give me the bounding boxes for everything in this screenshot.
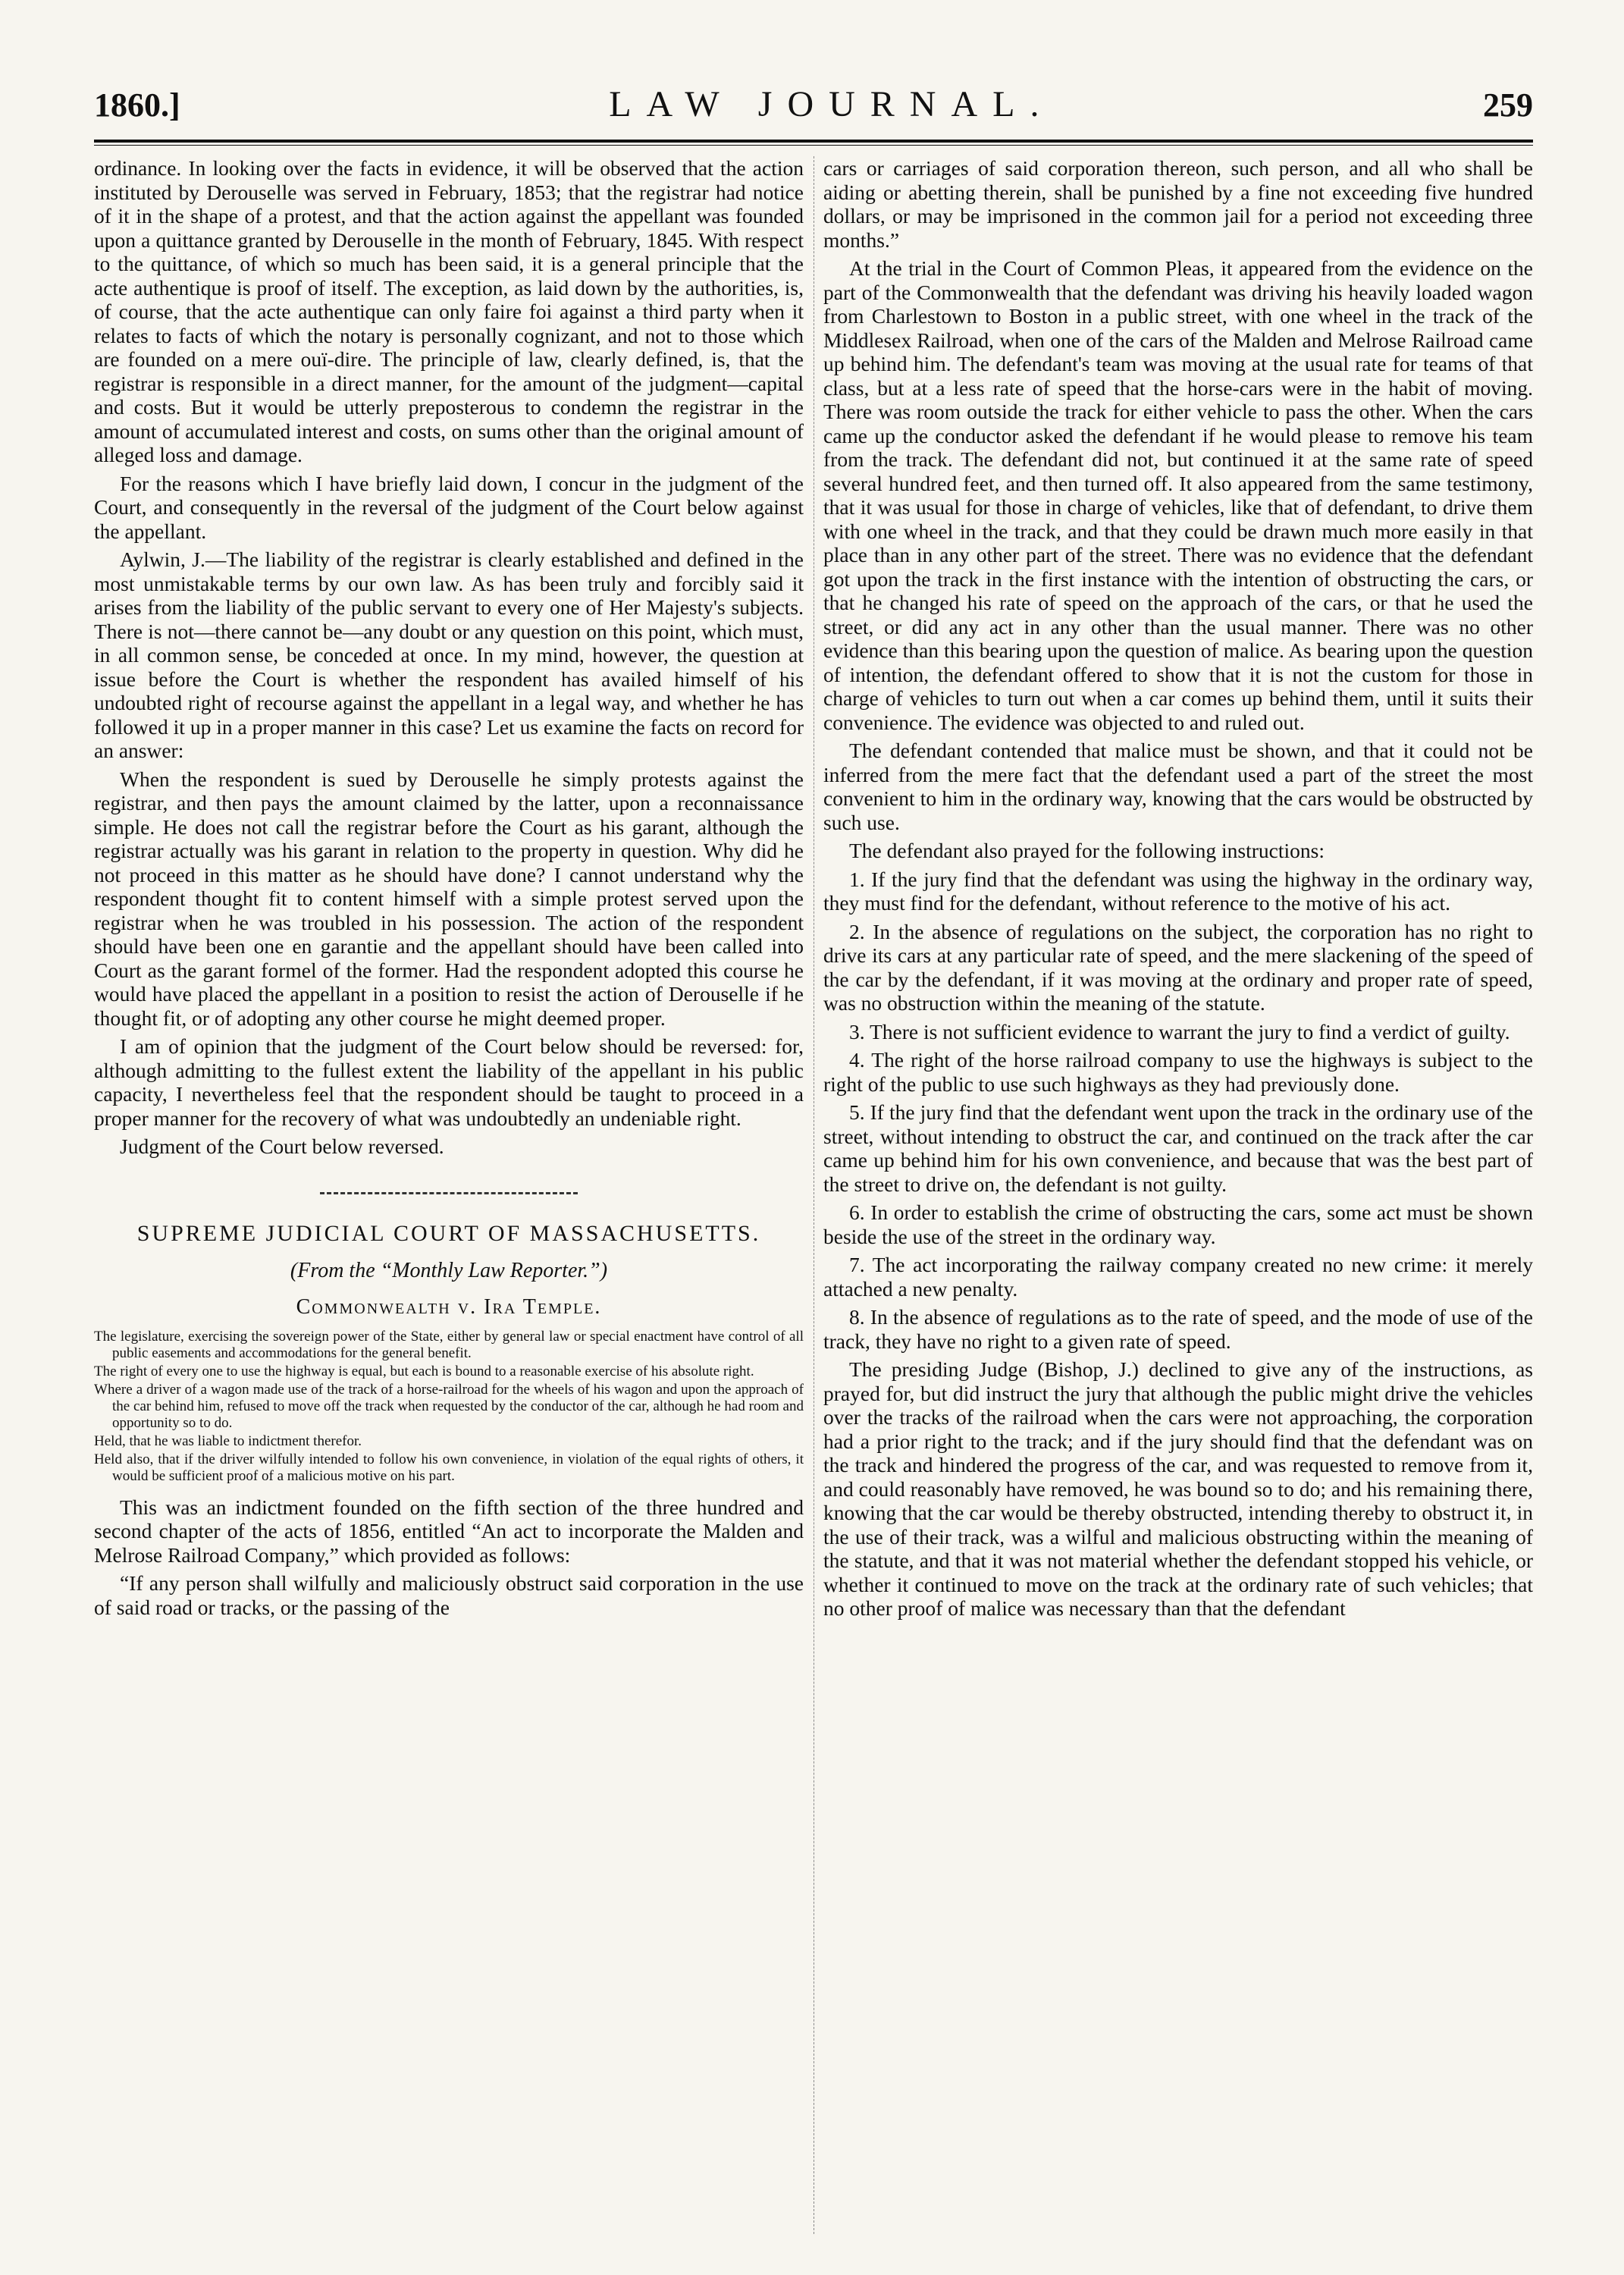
page-number: 259: [1483, 86, 1533, 124]
right-column: [823, 156, 1533, 2234]
paragraph: The defendant also prayed for the following instructions:: [849, 839, 1325, 862]
headnote: The right of every one to use the highway is equal, but each is bound to a reasonable exercise of his absolute right.: [94, 1363, 754, 1379]
instruction-item: 5. If the jury find that the defendant went upon the track in the ordinary use of the street, without intending to obstruct the car, and continued on the track after the car came up behind him for his own convenience, and because that was the best part of the street to drive on, the defendant is not guilty.: [823, 1100, 1533, 1196]
paragraph: For the reasons which I have briefly laid down, I concur in the judgment of the Court, and consequently in the reversal of the judgment of the Court below against the appellant.: [94, 471, 804, 543]
headnote: Held, that he was liable to indictment therefor.: [94, 1432, 362, 1449]
left-column: [94, 156, 804, 2234]
case-name: Commonwealth v. Ira Temple.: [296, 1294, 602, 1319]
two-column-body: [94, 156, 1533, 2234]
paragraph: When the respondent is sued by Derouselle he simply protests against the registrar, and then pays the amount claimed by the latter, upon a reconnaissance simple. He does not call the registrar before the Court as his garant, although the registrar actually was his garant in relation to the property in question. Why did he not proceed in this matter as he should have done? I cannot understand why the respondent thought fit to content himself with a simple protest served upon the registrar when he was troubled in his possession. The action of the respondent should have been one en garantie and the appellant should have been called into Court as the garant formel of the former. Had the respondent adopted this course he would have placed the appellant in a position to resist the action of Derouselle if he thought fit, or of adopting any other course he might deemed proper.: [94, 767, 804, 1030]
paragraph: ordinance. In looking over the facts in evidence, it will be observed that the action instituted by Derouselle was served in February, 1853; that the registrar had notice of it in the shape of a protest, and that the action against the appellant was founded upon a quittance granted by Derouselle in the month of February, 1845. With respect to the quittance, of which so much has been said, it is a general principle that the acte authentique is proof of itself. The exception, as laid down by the authorities, is, of course, that the acte authentique can only faire foi against a third party when it relates to facts of which the notary is personally cognizant, and not to those which are founded on a mere ouï-dire. The principle of law, clearly defined, is, that the registrar is responsible in a direct manner, for the amount of the judgment—capital and costs. But it would be utterly preposterous to condemn the registrar in the amount of accumulated interest and costs, on sums other than the original amount of alleged loss and damage.: [94, 156, 804, 466]
instruction-item: 1. If the jury find that the defendant was using the highway in the ordinary way, they must find for the defendant, without reference to the motive of his act.: [823, 867, 1533, 915]
source-note: (From the “Monthly Law Reporter.”): [290, 1258, 608, 1282]
paragraph: The presiding Judge (Bishop, J.) declined to give any of the instructions, as prayed for, but did instruct the jury that although the public might drive the vehicles over the tracks of the railroad when the cars were not approaching, the corporation had a prior right to the track; and if the jury should find that the defendant was on the track and hindered the progress of the car, and was requested to remove from it, and could reasonably have removed, he was bound so to do; and his remaining there, knowing that the car would be thereby obstructed, intending thereby to obstruct it, in the use of their track, was a wilful and malicious obstructing within the meaning of the statute, and that it was not material whether the defendant stopped his vehicle, or whether it continued to move on the track at the ordinary rate of such vehicles; that no other proof of malice was necessary than that the defendant: [823, 1357, 1533, 1620]
paragraph: Aylwin, J.—The liability of the registrar is clearly established and defined in the most unmistakable terms by our own law. As has been truly and forcibly said it arises from the liability of the public servant to every one of Her Majesty's subjects. There is not—there cannot be—any doubt or any question on this point, which must, in all common sense, be conceded at once. In my mind, however, the question at issue before the Court is whether the respondent has availed himself of his undoubted right of recourse against the appellant in a legal way, and whether he has followed it up in a proper manner in this case? Let us examine the facts on record for an answer:: [94, 548, 804, 762]
instruction-item: 6. In order to establish the crime of obstructing the cars, some act must be shown beside the use of the street in the ordinary way.: [823, 1200, 1533, 1248]
headnote: The legislature, exercising the sovereign power of the State, either by general law or special enactment have control of all public easements and accommodations for the general benefit.: [94, 1328, 804, 1361]
journal-title: LAW JOURNAL.: [609, 84, 1055, 124]
header-rule: [94, 140, 1533, 146]
header-year: 1860.]: [94, 86, 180, 124]
headnotes: [94, 1329, 804, 1485]
instruction-item: 4. The right of the horse railroad company to use the highways is subject to the right of the public to use such highways as they had previously done.: [823, 1048, 1533, 1096]
paragraph: The defendant contended that malice must be shown, and that it could not be inferred from the mere fact that the defendant used a part of the street the most convenient to him in the ordinary way, knowing that the cars would be obstructed by such use.: [823, 739, 1533, 834]
paragraph: Judgment of the Court below reversed.: [120, 1134, 444, 1158]
section-separator: [94, 1185, 804, 1198]
court-title: SUPREME JUDICIAL COURT OF MASSACHUSETTS.: [136, 1220, 761, 1246]
paragraph: I am of opinion that the judgment of the Court below should be reversed: for, although admitting to the fullest extent the liability of the appellant in his public capacity, I nevertheless feel that the respondent should be taught to proceed in a proper manner for the recovery of what was undoubtedly an undeniable right.: [94, 1034, 804, 1130]
instruction-item: 3. There is not sufficient evidence to warrant the jury to find a verdict of guilty.: [849, 1019, 1510, 1043]
instruction-item: 8. In the absence of regulations as to the rate of speed, and the mode of use of the track, they have no right to a given rate of speed.: [823, 1305, 1533, 1353]
instruction-item: 2. In the absence of regulations on the subject, the corporation has no right to drive its cars at any particular rate of speed, and the mere slackening of the speed of the car by the defendant, if it was moving at the ordinary and proper rate of speed, was no obstruction within the meaning of the statute.: [823, 919, 1533, 1015]
paragraph: This was an indictment founded on the fifth section of the three hundred and second chapter of the acts of 1856, entitled “An act to incorporate the Malden and Melrose Railroad Company,” which provided as follows:: [94, 1495, 804, 1567]
paragraph: cars or carriages of said corporation thereon, such person, and all who shall be aiding or abetting therein, shall be punished by a fine not exceeding five hundred dollars, or may be imprisoned in the common jail for a period not exceeding three months.”: [823, 156, 1533, 252]
headnote: Held also, that if the driver wilfully intended to follow his own convenience, in violation of the equal rights of others, it would be sufficient proof of a malicious motive on his part.: [94, 1451, 804, 1484]
paragraph: At the trial in the Court of Common Pleas, it appeared from the evidence on the part of the Commonwealth that the defendant was driving his heavily loaded wagon from Charlestown to Boston in a public street, with one wheel in the track of the Middlesex Railroad, when one of the cars of the Malden and Melrose Railroad came up behind him. The defendant's team was moving at the usual rate for teams of that class, but at a less rate of speed that the horse-cars were in the habit of moving. There was room outside the track for either vehicle to pass the other. When the cars came up the conductor asked the defendant if he would please to remove his team from the track. The defendant did not, but continued it at the same rate of speed several hundred feet, and then turned off. It also appeared from the same testimony, that it was usual for those in charge of vehicles, like that of defendant, to drive them with one wheel in the track, and that they could be drawn much more easily in that place than in any other part of the street. There was no evidence that the defendant got upon the track in the first instance with the intention of obstructing the cars, or that he changed his rate of speed on the approach of the cars, or that he used the street, or did any act in any other than the usual manner. There was no other evidence than this bearing upon the question of malice. As bearing upon the question of intention, the defendant offered to show that it is not the custom for those in charge of vehicles to turn out when a car comes up behind them, until it suits their convenience. The evidence was objected to and ruled out.: [823, 256, 1533, 734]
headnote: Where a driver of a wagon made use of the track of a horse-railroad for the wheels of his wagon and upon the approach of the car behind him, refused to move off the track when requested by the conductor of the car, although he had room and opportunity so to do.: [94, 1381, 804, 1431]
instruction-item: 7. The act incorporating the railway company created no new crime: it merely attached a new penalty.: [823, 1253, 1533, 1301]
running-head: [94, 83, 1533, 132]
paragraph: “If any person shall wilfully and maliciously obstruct said corporation in the use of said road or tracks, or the passing of the: [94, 1571, 804, 1619]
